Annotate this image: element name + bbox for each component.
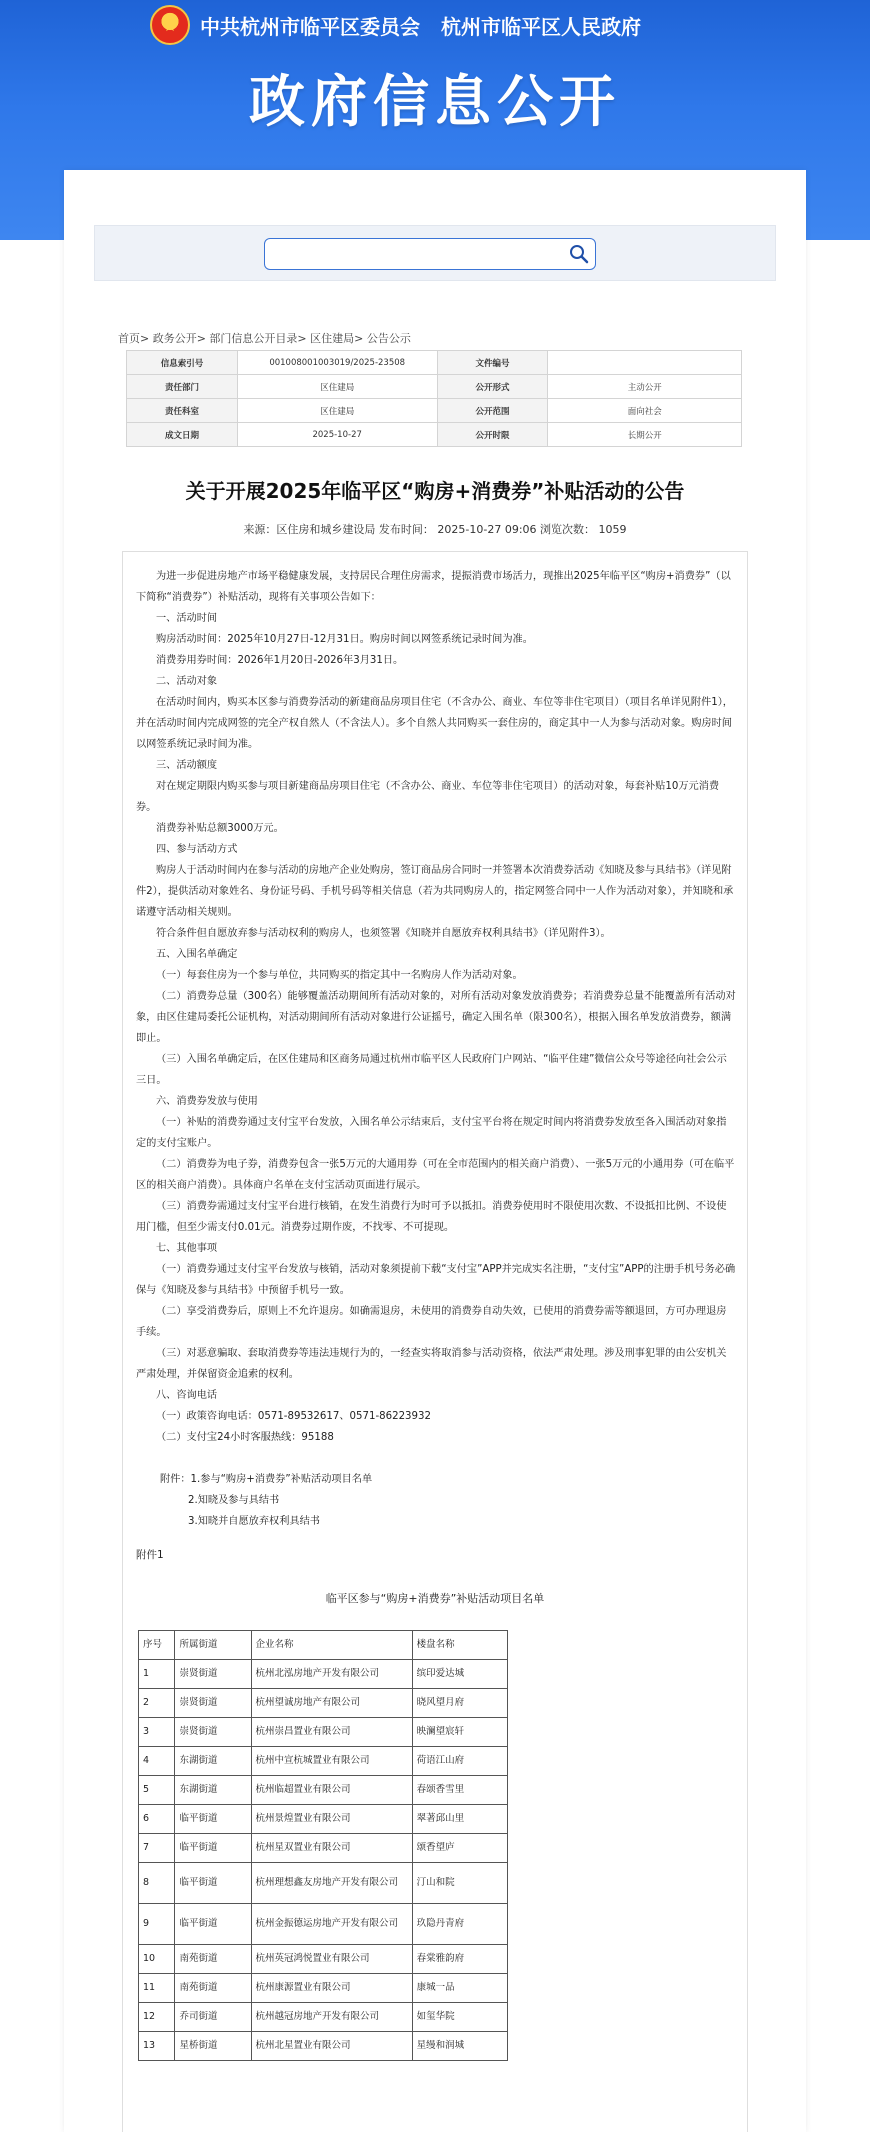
org-names xyxy=(200,11,655,40)
paragraph: 六、消费券发放与使用 xyxy=(156,1096,258,1107)
meta-value: 面向社会 xyxy=(548,399,742,423)
table-cell: 翠著邱山里 xyxy=(412,1805,507,1834)
annex-title: 临平区参与“购房+消费券”补贴活动项目名单 xyxy=(325,1592,545,1605)
table-cell: 南苑街道 xyxy=(175,1974,251,2003)
breadcrumb[interactable]: 首页> 政务公开> 部门信息公开目录> 区住建局> 公告公示 xyxy=(118,332,411,345)
paragraph: 消费券用券时间：2026年1月20日-2026年3月31日。 xyxy=(156,655,404,666)
paragraph: 消费券补贴总额3000万元。 xyxy=(156,823,284,834)
table-cell: 11 xyxy=(139,1974,175,2003)
table-cell: 春颂香雪里 xyxy=(412,1776,507,1805)
table-row xyxy=(139,1689,508,1718)
table-cell: 映澜望宸轩 xyxy=(412,1718,507,1747)
meta-row xyxy=(127,423,742,447)
site-title: 政府信息公开 xyxy=(249,70,621,135)
national-emblem-icon: ★ xyxy=(150,5,190,45)
table-cell: 楼盘名称 xyxy=(412,1631,507,1660)
table-cell: 2 xyxy=(139,1689,175,1718)
annex-label: 附件1 xyxy=(136,1549,164,1561)
paragraph: （三）消费券需通过支付宝平台进行核销，在发生消费行为时可予以抵扣。消费券使用时不限使用次数、不设抵扣比例、不设使用门槛，但至少需支付0.01元。消费券过期作废，不找零、不可提现。 xyxy=(136,1201,727,1233)
table-row xyxy=(139,2032,508,2061)
meta-row xyxy=(127,399,742,423)
table-cell: 汀山和院 xyxy=(412,1863,507,1904)
paragraph: 二、活动对象 xyxy=(156,676,218,687)
org-party-name: 中共杭州市临平区委员会 xyxy=(200,14,420,39)
meta-value xyxy=(548,351,742,375)
paragraph: （一）每套住房为一个参与单位，共同购买的指定其中一名购房人作为活动对象。 xyxy=(156,970,523,981)
article-body xyxy=(136,566,736,1532)
table-cell: 乔司街道 xyxy=(175,2003,251,2032)
search-icon[interactable] xyxy=(567,242,591,266)
table-cell: 晓风望月府 xyxy=(412,1689,507,1718)
meta-value: 001008001003019/2025-23508 xyxy=(237,351,437,375)
table-cell: 崇贤街道 xyxy=(175,1660,251,1689)
table-cell: 13 xyxy=(139,2032,175,2061)
meta-key: 责任科室 xyxy=(127,399,238,423)
meta-key: 文件编号 xyxy=(437,351,548,375)
table-cell: 春棠雅韵府 xyxy=(412,1945,507,1974)
table-cell: 3 xyxy=(139,1718,175,1747)
meta-key: 公开范围 xyxy=(437,399,548,423)
paragraph: （二）消费券总量（300名）能够覆盖活动期间所有活动对象的，对所有活动对象发放消费券；若消费券总量不能覆盖所有活动对象，由区住建局委托公证机构，对活动期间所有活动对象进行公证摇号，确定入围名单（限300名），根据入围名单发放消费券，额满即止。 xyxy=(136,991,736,1044)
table-cell: 荷语江山府 xyxy=(412,1747,507,1776)
table-cell: 杭州望诚房地产有限公司 xyxy=(251,1689,412,1718)
table-cell: 7 xyxy=(139,1834,175,1863)
paragraph: 三、活动额度 xyxy=(156,760,218,771)
meta-value: 长期公开 xyxy=(548,423,742,447)
project-list-table xyxy=(138,1630,508,2061)
paragraph: （二）消费券为电子券，消费券包含一张5万元的大通用券（可在全市范围内的相关商户消费）、一张5万元的小通用券（可在临平区的相关商户消费）。具体商户名单在支付宝活动页面进行展示。 xyxy=(136,1159,735,1191)
paragraph: 八、咨询电话 xyxy=(156,1390,218,1401)
meta-key: 信息索引号 xyxy=(127,351,238,375)
table-cell: 临平街道 xyxy=(175,1904,251,1945)
table-cell: 临平街道 xyxy=(175,1805,251,1834)
table-row xyxy=(139,1945,508,1974)
paragraph: （三）对恶意骗取、套取消费券等违法违规行为的，一经查实将取消参与活动资格，依法严肃处理。涉及刑事犯罪的由公安机关严肃处理，并保留资金追索的权利。 xyxy=(136,1348,727,1380)
table-cell: 如玺华院 xyxy=(412,2003,507,2032)
table-cell: 颂香望庐 xyxy=(412,1834,507,1863)
paragraph: 购房活动时间：2025年10月27日-12月31日。购房时间以网签系统记录时间为准。 xyxy=(156,634,533,645)
table-cell: 杭州北泓房地产开发有限公司 xyxy=(251,1660,412,1689)
table-cell: 玖隐丹青府 xyxy=(412,1904,507,1945)
table-cell: 东湖街道 xyxy=(175,1776,251,1805)
paragraph: （二）支付宝24小时客服热线：95188 xyxy=(156,1432,334,1443)
paragraph: （一）政策咨询电话：0571-89532617、0571-86223932 xyxy=(156,1411,431,1422)
paragraph: 购房人于活动时间内在参与活动的房地产企业处购房，签订商品房合同时一并签署本次消费券活动《知晓及参与具结书》（详见附件2），提供活动对象姓名、身份证号码、手机号码等相关信息（若为共同购房人的，指定网签合同中一人作为活动对象），并知晓和承诺遵守活动相关规则。 xyxy=(136,865,734,918)
table-cell: 杭州康源置业有限公司 xyxy=(251,1974,412,2003)
table-cell: 崇贤街道 xyxy=(175,1718,251,1747)
paragraph: 在活动时间内，购买本区参与消费券活动的新建商品房项目住宅（不含办公、商业、车位等非住宅项目）（项目名单详见附件1），并在活动时间内完成网签的完全产权自然人（不含法人）。多个自然人共同购买一套住房的，商定其中一人为参与活动对象。购房时间以网签系统记录时间为准。 xyxy=(136,697,733,750)
meta-value: 区住建局 xyxy=(237,399,437,423)
meta-value: 区住建局 xyxy=(237,375,437,399)
attachment-item[interactable]: 3.知晓并自愿放弃权利具结书 xyxy=(188,1516,320,1527)
table-row xyxy=(139,1834,508,1863)
table-cell: 临平街道 xyxy=(175,1834,251,1863)
meta-key: 成文日期 xyxy=(127,423,238,447)
table-row xyxy=(139,1974,508,2003)
table-cell: 杭州临超置业有限公司 xyxy=(251,1776,412,1805)
table-cell: 杭州崇昌置业有限公司 xyxy=(251,1718,412,1747)
meta-row xyxy=(127,351,742,375)
spacer xyxy=(136,1448,736,1469)
meta-value: 2025-10-27 xyxy=(237,423,437,447)
paragraph: 五、入围名单确定 xyxy=(156,949,238,960)
paragraph: （一）消费券通过支付宝平台发放与核销，活动对象须提前下载“支付宝”APP并完成实名注册，“支付宝”APP的注册手机号务必确保与《知晓及参与具结书》中预留手机号一致。 xyxy=(136,1264,736,1296)
table-cell: 杭州星双置业有限公司 xyxy=(251,1834,412,1863)
paragraph: 一、活动时间 xyxy=(156,613,218,624)
paragraph: （三）入围名单确定后，在区住建局和区商务局通过杭州市临平区人民政府门户网站、“临平住建”微信公众号等途径向社会公示三日。 xyxy=(136,1054,727,1086)
table-cell: 5 xyxy=(139,1776,175,1805)
document-meta-table xyxy=(126,350,742,447)
table-cell: 6 xyxy=(139,1805,175,1834)
meta-key: 公开形式 xyxy=(437,375,548,399)
table-row xyxy=(139,1776,508,1805)
table-cell: 8 xyxy=(139,1863,175,1904)
table-row xyxy=(139,1718,508,1747)
page-title: 关于开展2025年临平区“购房+消费券”补贴活动的公告 xyxy=(185,479,685,503)
source-line: 来源：区住房和城乡建设局 发布时间： 2025-10-27 09:06 浏览次数： 1059 xyxy=(243,523,627,536)
table-cell: 杭州理想鑫友房地产开发有限公司 xyxy=(251,1863,412,1904)
paragraph: 对在规定期限内购买参与项目新建商品房项目住宅（不含办公、商业、车位等非住宅项目）的活动对象，每套补贴10万元消费券。 xyxy=(136,781,720,813)
meta-key: 公开时限 xyxy=(437,423,548,447)
table-cell: 临平街道 xyxy=(175,1863,251,1904)
table-row xyxy=(139,1631,508,1660)
meta-value: 主动公开 xyxy=(548,375,742,399)
table-cell: 杭州英冠鸿悦置业有限公司 xyxy=(251,1945,412,1974)
paragraph: 符合条件但自愿放弃参与活动权利的购房人，也须签署《知晓并自愿放弃权利具结书》（详见附件3）。 xyxy=(156,928,611,939)
table-cell: 10 xyxy=(139,1945,175,1974)
paragraph: 四、参与活动方式 xyxy=(156,844,238,855)
table-cell: 所属街道 xyxy=(175,1631,251,1660)
table-cell: 杭州景煌置业有限公司 xyxy=(251,1805,412,1834)
attachment-item[interactable]: 附件：1.参与“购房+消费券”补贴活动项目名单 xyxy=(160,1474,373,1485)
meta-key: 责任部门 xyxy=(127,375,238,399)
table-cell: 杭州越冠房地产开发有限公司 xyxy=(251,2003,412,2032)
table-row xyxy=(139,1904,508,1945)
attachment-item[interactable]: 2.知晓及参与具结书 xyxy=(188,1495,280,1506)
table-cell: 缤印爱达城 xyxy=(412,1660,507,1689)
table-cell: 9 xyxy=(139,1904,175,1945)
table-cell: 1 xyxy=(139,1660,175,1689)
search-input[interactable] xyxy=(264,238,596,270)
paragraph: （二）享受消费券后，原则上不允许退房。如确需退房，未使用的消费券自动失效，已使用的消费券需等额退回，方可办理退房手续。 xyxy=(136,1306,727,1338)
table-cell: 12 xyxy=(139,2003,175,2032)
table-cell: 崇贤街道 xyxy=(175,1689,251,1718)
table-row xyxy=(139,2003,508,2032)
table-cell: 星桥街道 xyxy=(175,2032,251,2061)
table-cell: 序号 xyxy=(139,1631,175,1660)
table-cell: 康城一品 xyxy=(412,1974,507,2003)
table-row xyxy=(139,1863,508,1904)
table-row xyxy=(139,1660,508,1689)
paragraph: 为进一步促进房地产市场平稳健康发展，支持居民合理住房需求，提振消费市场活力，现推出2025年临平区“购房+消费券”（以下简称“消费券”）补贴活动，现将有关事项公告如下： xyxy=(136,571,731,603)
org-header xyxy=(150,0,655,50)
table-cell: 杭州北星置业有限公司 xyxy=(251,2032,412,2061)
table-cell: 杭州中宣杭城置业有限公司 xyxy=(251,1747,412,1776)
table-cell: 4 xyxy=(139,1747,175,1776)
paragraph: 七、其他事项 xyxy=(156,1243,218,1254)
table-cell: 东湖街道 xyxy=(175,1747,251,1776)
table-cell: 南苑街道 xyxy=(175,1945,251,1974)
paragraph: （一）补贴的消费券通过支付宝平台发放，入围名单公示结束后，支付宝平台将在规定时间内将消费券发放至各入围活动对象指定的支付宝账户。 xyxy=(136,1117,727,1149)
table-row xyxy=(139,1747,508,1776)
table-cell: 企业名称 xyxy=(251,1631,412,1660)
table-cell: 星缦和润城 xyxy=(412,2032,507,2061)
meta-row xyxy=(127,375,742,399)
table-row xyxy=(139,1805,508,1834)
org-gov-name: 杭州市临平区人民政府 xyxy=(440,14,641,39)
table-cell: 杭州金振德运房地产开发有限公司 xyxy=(251,1904,412,1945)
